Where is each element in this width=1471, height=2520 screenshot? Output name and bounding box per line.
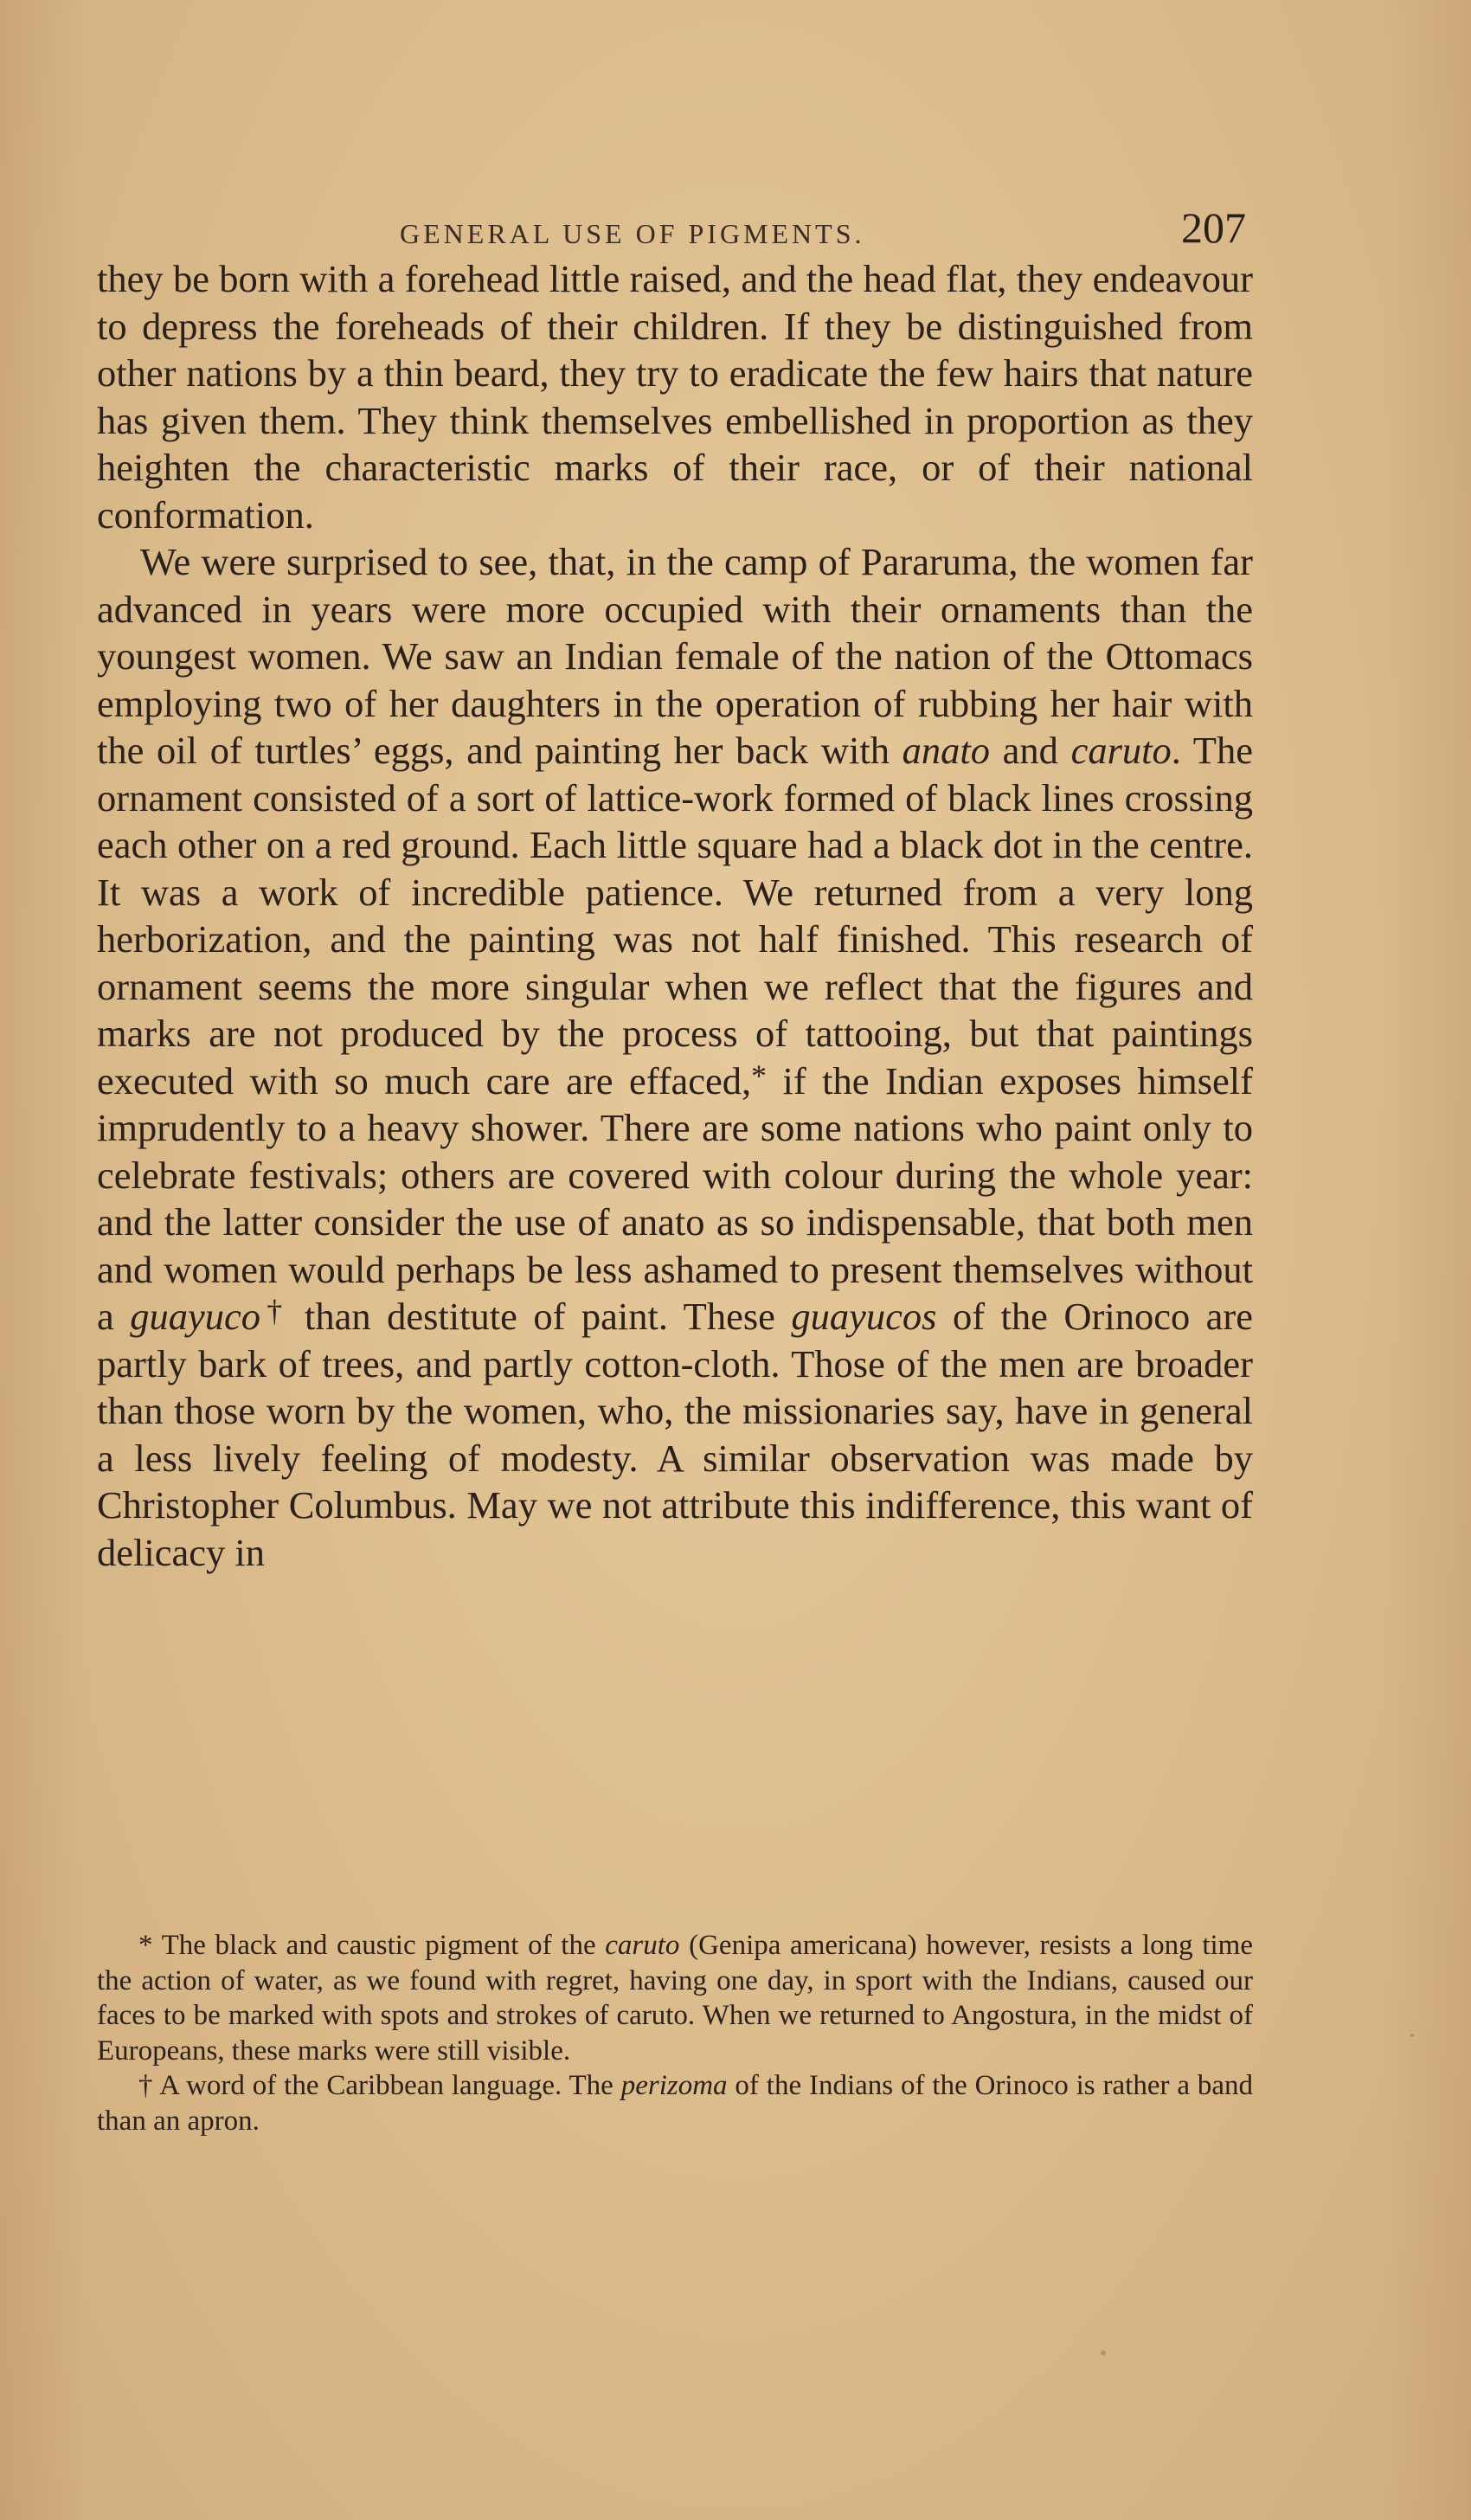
footnote-1-text: (Genipa americana) however, resists a long time the action of water, as we found with regret, having one day, in sport with the Indians, caused our faces to be marked with spots and strokes of caruto. When we returned to Angostura, in the midst of Europeans, these marks were still visible. — [97, 1930, 1253, 2067]
footnote-mark-dagger: † — [138, 2070, 154, 2101]
paragraph-2 — [97, 538, 1253, 1576]
paragraph-2-text: if the Indian exposes himself imprudently to a heavy shower. There are some nations who paint only to celebrate festivals; others are covered with colour during the whole year: and the latter consider the use of anato as so indispensable, that both men and women would perhaps be less ashamed to present themselves without a — [97, 1058, 1253, 1338]
footnote-ref-dagger: † — [260, 1294, 289, 1329]
body-text — [97, 255, 1253, 1576]
paragraph-2-text: than destitute of paint. These — [288, 1295, 792, 1338]
paragraph-1: they be born with a forehead little raised, and the head flat, they endeavour to depress the foreheads of their children. If they be distinguished from other nations by a thin beard, they try to eradicate the few hairs that nature has given them. They think themselves embellished in proportion as they heighten the characteristic marks of their race, or of their national conformation. — [97, 257, 1253, 537]
footnote-1-text: The black and caustic pigment of the — [152, 1930, 606, 1961]
running-title: GENERAL USE OF PIGMENTS. — [400, 218, 865, 249]
page-number: 207 — [1181, 203, 1246, 252]
footnote-2-text: A word of the Caribbean language. The — [153, 2070, 621, 2101]
term-guayuco: guayuco — [130, 1295, 260, 1338]
footnote-ref-asterisk: * — [751, 1058, 767, 1093]
paragraph-2-text: We were surprised to see, that, in the camp of Pararuma, the women far advanced in years were more occupied with their ornaments than the youngest women. We saw an Indian female of the nation of the Ottomacs employing two of her daughters in the operation of rubbing her hair with the oil of turtles’ eggs, and painting her back with — [97, 540, 1253, 772]
term-caruto: caruto — [605, 1930, 680, 1961]
footnotes — [97, 1928, 1253, 2138]
paragraph-2-text: and — [990, 729, 1071, 772]
footnote-1 — [97, 1928, 1253, 2068]
term-guayucos: guayucos — [791, 1295, 937, 1338]
page-header — [104, 197, 1246, 258]
paragraph-2-text: . The ornament consisted of a sort of lattice-work formed of black lines crossing each other on a red ground. Each little square had a black dot in the centre. It was a work of incredible patience. We returned from a very long herborization, and the painting was not half finished. This research of ornament seems the more singular when we reflect that the figures and marks are not produced by the process of tattooing, but that paintings executed with so much care are effaced, — [97, 729, 1253, 1102]
footnote-mark-asterisk: * — [138, 1930, 153, 1961]
term-anato: anato — [902, 729, 990, 772]
footnote-2-text: of the Indians of the Orinoco is rather a band than an apron. — [97, 2070, 1254, 2137]
paper-spot — [1410, 2034, 1414, 2037]
paper-spot — [1101, 2350, 1106, 2356]
term-caruto: caruto — [1070, 729, 1172, 772]
term-perizoma: perizoma — [620, 2070, 728, 2101]
footnote-2 — [97, 2068, 1253, 2138]
paragraph-2-text: of the Orinoco are partly bark of trees, and partly cotton-cloth. Those of the men are broader than those worn by the women, who, the missionaries say, have in general a less lively feeling of modesty. A similar observation was made by Christopher Columbus. May we not attribute this indifference, this want of delicacy in — [97, 1295, 1253, 1574]
